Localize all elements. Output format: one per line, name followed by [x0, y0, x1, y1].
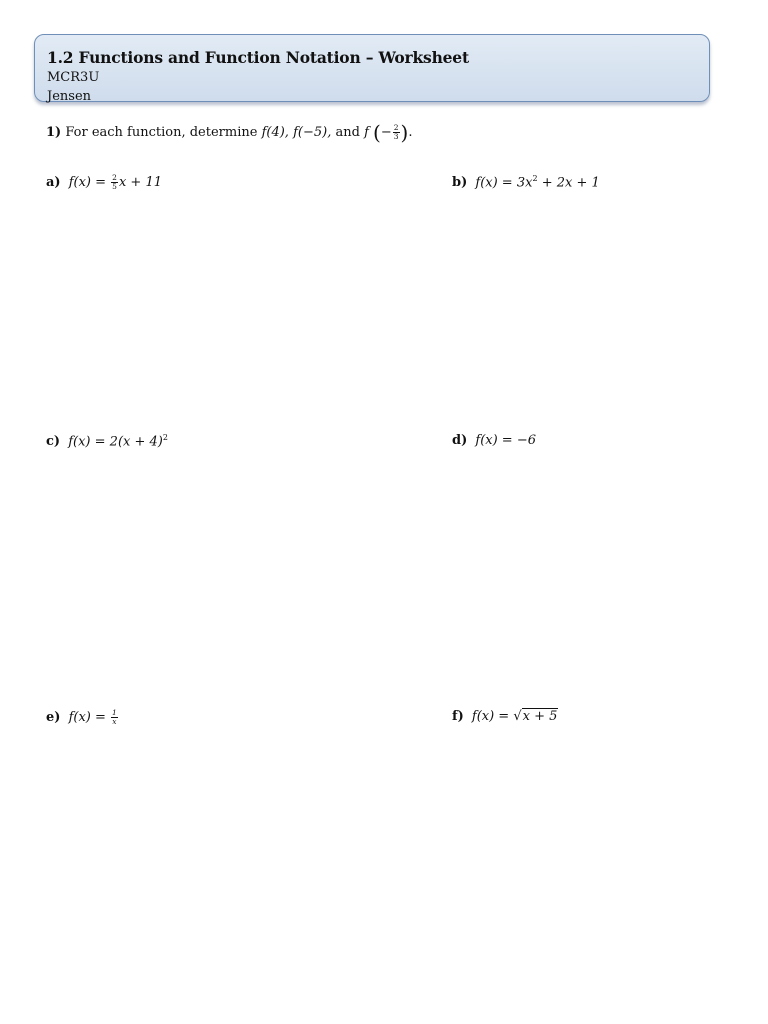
eval-f-frac: f [364, 125, 369, 140]
part-label: e) [46, 710, 61, 725]
worksheet-header [34, 34, 710, 102]
fraction-two-thirds: $\frac{2}{3}$ [393, 123, 399, 141]
part-b [452, 174, 600, 190]
part-label: d) [452, 433, 468, 448]
part-label: c) [46, 434, 61, 450]
exponent: 2 [532, 174, 538, 183]
eval-f-5: f(−5), [293, 125, 332, 140]
function-lhs: f(x) = [471, 709, 510, 724]
part-label: f) [452, 709, 464, 724]
part-d [452, 433, 536, 448]
function-expr: 3x [516, 175, 533, 191]
worksheet-title: 1.2 Functions and Function Notation – Worksheet [47, 48, 469, 67]
function-lhs: f(x) = [475, 175, 513, 191]
question-text: For each function, determine [65, 125, 258, 140]
part-e [46, 709, 119, 726]
function-lhs: f(x) = [68, 175, 107, 190]
function-lhs: f(x) = [68, 434, 106, 450]
function-expr: 2(x + 4) [109, 434, 163, 450]
part-c [46, 433, 168, 449]
part-label: b) [452, 175, 468, 191]
open-paren: ( [373, 120, 381, 145]
fraction: $\frac{1}{x}$ [112, 708, 117, 726]
teacher-name: Jensen [47, 89, 92, 104]
radical-sign: √ [513, 709, 522, 724]
exponent: 2 [162, 433, 168, 442]
fraction: $\frac{2}{5}$ [112, 173, 117, 191]
part-a [46, 174, 162, 191]
function-expr: −6 [516, 433, 537, 448]
function-lhs: f(x) = [475, 433, 513, 448]
square-root [513, 708, 558, 724]
question-number: 1) [46, 125, 62, 140]
part-label: a) [46, 175, 61, 190]
radicand: x + 5 [522, 709, 558, 724]
function-rest: x + 11 [118, 175, 162, 190]
function-rest: + 2x + 1 [541, 175, 600, 191]
question-1: 1) For each function, determine f(4), f(−5), and f (− $\frac{2}{3}$ ). [46, 120, 413, 145]
eval-f4: f(4), [261, 125, 289, 140]
course-code: MCR3U [47, 70, 100, 85]
function-lhs: f(x) = [68, 710, 106, 725]
close-paren: ) [400, 120, 409, 145]
part-f [452, 709, 558, 724]
eval-and: and [335, 125, 360, 140]
